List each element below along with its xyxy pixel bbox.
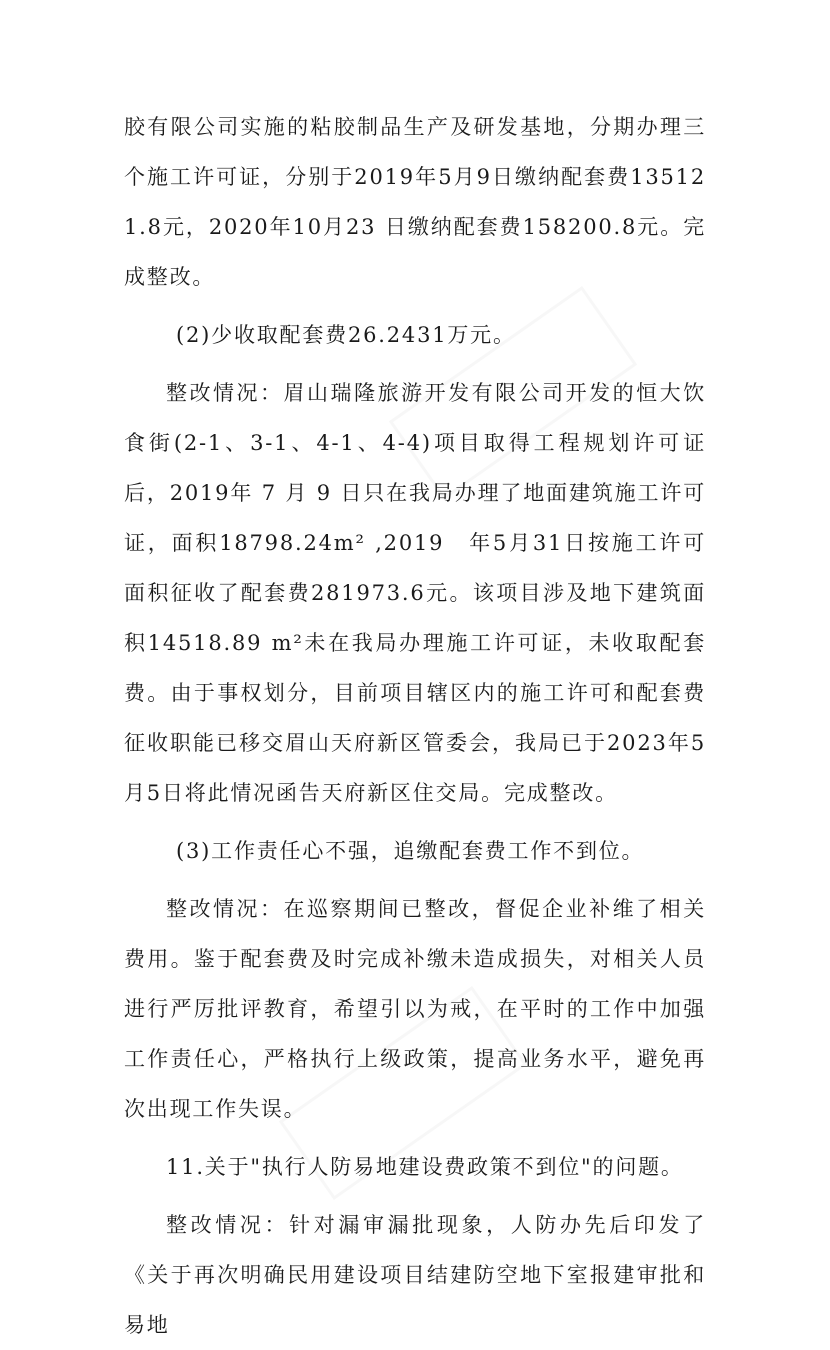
section-heading-11: 11.关于"执行人防易地建设费政策不到位"的问题。 xyxy=(166,1155,684,1179)
item-heading-3: (3)工作责任心不强，追缴配套费工作不到位。 xyxy=(176,839,645,863)
paragraph-rectification-3: 整改情况：在巡察期间已整改，督促企业补维了相关费用。鉴于配套费及时完成补缴未造成损失，对相关人员进行严厉批评教育，希望引以为戒，在平时的工作中加强工作责任心，严格执行上级政策，提高业务水平，避免再次出现工作失误。 xyxy=(124,897,706,1121)
document-body xyxy=(124,102,706,1350)
paragraph-rectification-11: 整改情况：针对漏审漏批现象，人防办先后印发了《关于再次明确民用建设项目结建防空地下室报建审批和易地 xyxy=(124,1213,706,1337)
item-heading-2: (2)少收取配套费26.2431万元。 xyxy=(176,323,516,347)
paragraph-continuation: 胶有限公司实施的粘胶制品生产及研发基地，分期办理三个施工许可证，分别于2019年5月9日缴纳配套费135121.8元，2020年10月23 日缴纳配套费158200.8元。完成整改。 xyxy=(124,115,706,289)
paragraph-rectification-2: 整改情况：眉山瑞隆旅游开发有限公司开发的恒大饮食街(2-1、3-1、4-1、4-4)项目取得工程规划许可证后，2019年 7 月 9 日只在我局办理了地面建筑施工许可证，面积18798.24m² ,2019 年5月31日按施工许可面积征收了配套费281973.6元。该项目涉及地下建筑面积14518.89 m²未在我局办理施工许可证，未收取配套费。由于事权划分，目前项目辖区内的施工许可和配套费征收职能已移交眉山天府新区管委会，我局已于2023年5月5日将此情况函告天府新区住交局。完成整改。 xyxy=(124,381,706,805)
